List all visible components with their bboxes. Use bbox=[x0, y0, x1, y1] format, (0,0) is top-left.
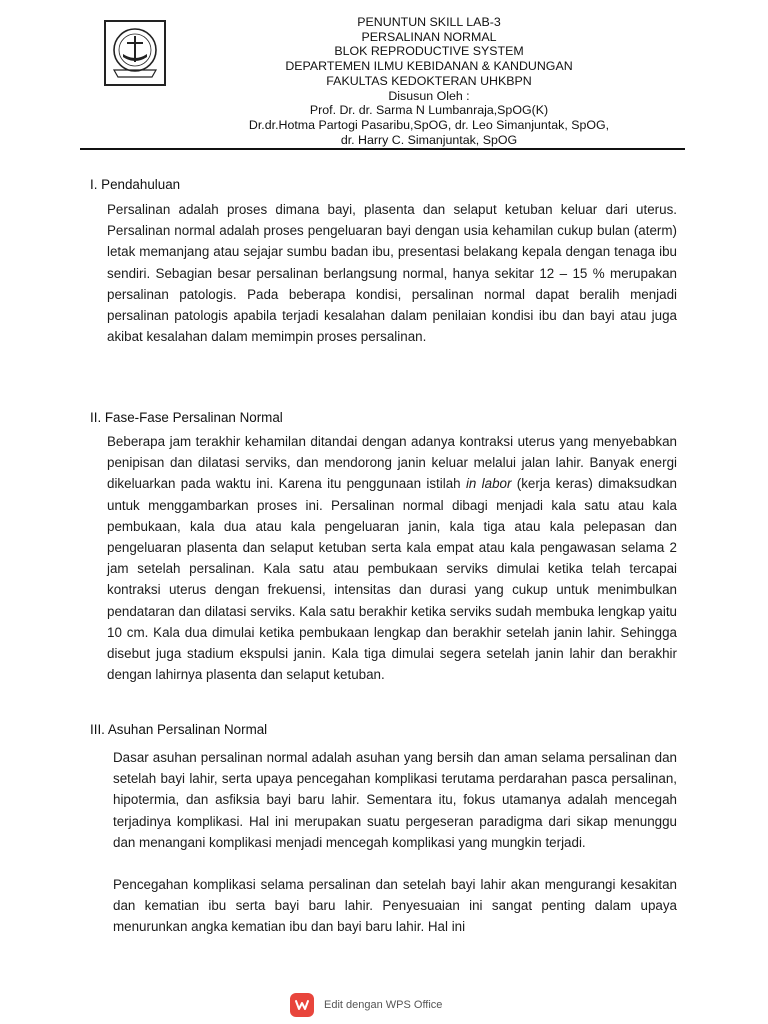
section-title-fase-persalinan: II. Fase-Fase Persalinan Normal bbox=[90, 410, 283, 425]
header-line: PENUNTUN SKILL LAB-3 bbox=[357, 15, 501, 29]
paragraph-text: (kerja keras) dimaksudkan untuk menggambarkan proses ini. Persalinan normal dibagi menjadi kala satu atau kala pembukaan, kala dua atau kala pengeluaran janin, kala tiga atau kala pelepasan dan pengeluaran plasenta dan selaput ketuban serta kala empat atau kala pengawasan selama 2 jam setelah persalinan. Kala satu atau pembukaan serviks dimulai ketika telah tercapai kontraksi uterus dengan frekuensi, intensitas dan durasi yang cukup untuk menimbulkan pendataran dan dilatasi serviks. Kala satu berakhir ketika serviks sudah membuka lengkap yaitu 10 cm. Kala dua dimulai ketika pembukaan lengkap dan berakhir setelah janin lahir. Sehingga disebut juga stadium ekspulsi janin. Kala tiga dimulai segera setelah janin lahir dan berakhir dengan lahirnya plasenta dan selaput ketuban. bbox=[107, 476, 677, 683]
header-line: Prof. Dr. dr. Sarma N Lumbanraja,SpOG(K) bbox=[309, 103, 549, 118]
header-divider bbox=[80, 148, 685, 150]
section-paragraph: Persalinan adalah proses dimana bayi, plasenta dan selaput ketuban keluar dari uterus. Persalinan normal adalah proses pengeluaran bayi dengan usia kehamilan cukup bulan (aterm) letak memanjang atau sejajar sumbu badan ibu, presentasi belakang kepala dengan tenaga ibu sendiri. Sebagian besar persalinan berlangsung normal, hanya sekitar 12 – 15 % merupakan persalinan patologis. Pada beberapa kondisi, persalinan normal dapat beralih menjadi persalinan patologis apabila terjadi kesalahan dalam penilaian kondisi ibu dan bayi atau juga akibat kesalahan dalam memimpin proses persalinan. bbox=[107, 202, 677, 345]
wps-office-icon bbox=[290, 993, 314, 1017]
header-line: DEPARTEMEN ILMU KEBIDANAN & KANDUNGAN bbox=[285, 59, 573, 74]
header-line: Disusun Oleh : bbox=[388, 88, 470, 103]
document-header bbox=[150, 15, 708, 147]
wps-edit-label[interactable]: Edit dengan WPS Office bbox=[324, 999, 443, 1011]
header-line: FAKULTAS KEDOKTERAN UHKBPN bbox=[326, 73, 532, 88]
header-line: Dr.dr.Hotma Partogi Pasaribu,SpOG, dr. Leo Simanjuntak, SpOG, bbox=[248, 117, 610, 132]
section-title-pendahuluan: I. Pendahuluan bbox=[90, 177, 181, 192]
paragraph-text: Beberapa jam terakhir kehamilan ditandai dengan adanya kontraksi uterus yang menyebabkan penipisan dan dilatasi serviks, dan mendorong janin keluar melalui jalan lahir. Banyak energi dikeluarkan pada waktu ini. Karena itu penggunaan istilah bbox=[107, 434, 677, 492]
section-paragraph bbox=[107, 431, 677, 685]
section-paragraph: Dasar asuhan persalinan normal adalah asuhan yang bersih dan aman selama persalinan dan setelah bayi lahir, serta upaya pencegahan komplikasi terutama perdarahan pasca persalinan, hipotermia, dan asfiksia bayi baru lahir. Sementara itu, fokus utamanya adalah mencegah terjadinya komplikasi. Hal ini merupakan suatu pergeseran paradigma dari sikap menunggu dan menangani komplikasi menjadi mencegah komplikasi yang mungkin terjadi. bbox=[113, 750, 677, 850]
section-title-asuhan-persalinan: III. Asuhan Persalinan Normal bbox=[90, 722, 268, 737]
wps-edit-banner[interactable] bbox=[290, 993, 442, 1017]
header-line: dr. Harry C. Simanjuntak, SpOG bbox=[340, 132, 518, 147]
section-paragraph: Pencegahan komplikasi selama persalinan dan setelah bayi lahir akan mengurangi kesakitan dan kematian ibu serta bayi baru lahir. Penyesuaian ini sangat penting dalam upaya menurunkan angka kematian ibu dan bayi baru lahir. Hal ini bbox=[113, 877, 677, 935]
italic-term: in labor bbox=[465, 476, 512, 492]
header-line: BLOK REPRODUCTIVE SYSTEM bbox=[334, 44, 524, 59]
header-line: PERSALINAN NORMAL bbox=[361, 29, 497, 44]
